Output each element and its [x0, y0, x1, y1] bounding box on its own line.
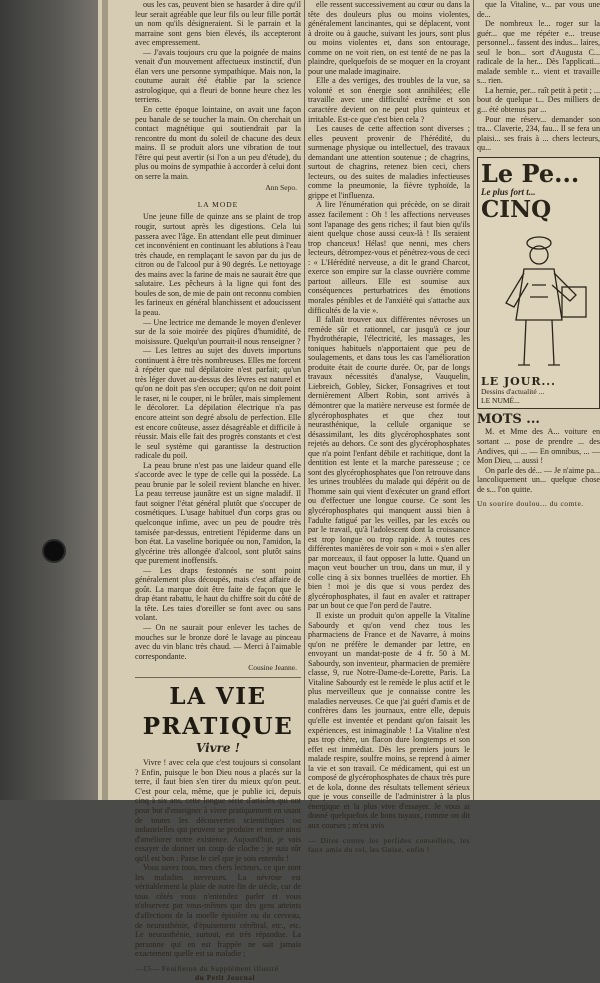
paragraph: La peau brune n'est pas une laideur quand elle s'accorde avec le type de celle qui la possède. La peau brunie par le soleil revient blanche en hiver. La peau terreuse jaunâtre est un signe maladif. Il faut soigner l'état général plutôt que s'occuper de cosmétiques. L'usage habituel d'un corps gras ou quelconque infime, avec un peu de poudre très tamisée par-dessus, entretient l'épiderme dans un bon état. La vaseline boriquée ou non, l'amidon, la glycérine très allongée d'alcool, sont plutôt sains que purement inoffensifs.: [135, 460, 301, 566]
page-footer: Un sourire doulou... du comte.: [477, 499, 584, 509]
paragraph: Les causes de cette affection sont diverses ; elles peuvent provenir de l'hérédité, du surmenage physique ou intellectuel, des travaux demandant une attention soutenue ; de chagrins, surtout de chagrins, retenez bien ceci, chers lecteurs, ou des suites de maladies infectieuses comme la pneumonie, la fièvre typhoïde, la grippe et l'influenza.: [308, 124, 470, 200]
ad-newspaper-name: LE JOUR...: [481, 375, 556, 389]
newsboy-illustration: [484, 225, 594, 375]
paragraph: Vous savez tous, mes chers lecteurs, ce que sont les maladies nerveuses. La névrose est véritablement la plaie de notre fin de siècle, car de tous côtés vous n'entendez parler et vous n'observez par vous-mêmes que des gens atteints d'affections de la moelle épinière ou du cerveau, de neurasthénie, d'épuisement cérébral, etc., etc. Le neurasthénie, surtout, est très répandue. La personne qui en est frappée ne sait jamais exactement quelle est sa maladie ;: [135, 863, 301, 959]
page-footer: — Dites contre les perfides conseillers, les faux amis du roi, les Guise, enfin !: [308, 835, 470, 855]
ad-caption: Dessins d'actualité ...: [481, 386, 545, 396]
paragraph: elle ressent successivement au cœur ou dans la tête des douleurs plus ou moins violentes, généralement lancinantes, qui se déplacent, vont à droite ou à gauche, suivant les jours, sont plus ou moins violentes et, dans son entourage, comme on ne voit rien, on est tenté de ne pas la plaindre, quelquefois de se moquer en la croyant pour une malade imaginaire.: [308, 0, 470, 76]
paragraph: ous les cas, peuvent bien se hasarder à dire qu'il leur serait agréable que leur fils ou leur fille portât un nom qu'ils désigneraient. Si le parrain et la marraine sont gens bien élevés, ils accepteront avec empressement.: [135, 0, 301, 48]
column-middle: [308, 0, 470, 855]
paragraph: On parle des dé... — Je n'aime pa... lancoliquement un... quelque chose de s... l'on quitte.: [477, 465, 600, 494]
column-left: [135, 0, 301, 983]
signature: Cousine Jeanne.: [248, 663, 297, 673]
binder-hole: [44, 541, 64, 561]
paragraph: Il fallait trouver aux différentes névroses un remède sûr et rationnel, car jusqu'à ce jour l'hydrothérapie, l'électricité, les massages, les toniques habituels n'apportaient que peu de soulagements, et dans tous les cas l'amélioration produite était de courte durée. Or, par de longs travaux nécessités d'analyse, Vauquelin, Liebreich, Gobley, Sicker, Fonsagrives et tout dernièrement Albert Robin, sont arrivés à démontrer que la matière nerveuse est formée de glycérophosphates et que chez tout neurasthénique, la cellule organique se désassimilant, les dits glycérophosphates sont rejetés au dehors. Ce sont des glycérophosphates que n'a point l'enfant débile et rachitique, dont la dentition est lente et la marche paresseuse ; ce sont des glycérophosphates que l'on retrouve dans les urines troublées du malade qui dépérit ou de l'homme sain qui vient d'exécuter un grand effort ou d'effectuer une longue course. Ce sont les glycérophosphates qui manquent aussi bien à l'adulte fatigué par les veilles, par les excès ou par le travail, qu'à l'adolescent dont la croissance est trop longue ou trop rapide. A toutes ces différentes manières de voir son « moi » s'en aller par morceaux, il faut opposer la lutte. Quand un maçon veut boucher un trou, dans un mur, il y colle cinq à six bonnes truellées de mortier. Eh bien ! moi je dis que si vous perdez des glycérophosphates, il faut en avaler et rattraper par un bout ce que l'on perd de l'autre.: [308, 315, 470, 611]
paragraph: La hernie, per... raît petit à petit ; ... bout de quelque t... Des milliers de g... été obtenus par ...: [477, 85, 600, 115]
paragraph: Vivre ! avec cela que c'est toujours si consolant ? Enfin, puisque le bon Dieu nous a placés sur la terre, il faut bien s'en tirer du mieux qu'on peut. C'est pour cela, même, que je publie ici, depuis cinq à six ans, cette longue série d'articles qui ont pour but d'enseigner à vivre pratiquement en usant de toutes les découvertes scientifiques ou industrielles qui peuvent se produire et tenter ainsi d'améliorer notre existence. Aujourd'hui, je vais essayer de donner un coup de cloche ; je suis sûr qu'il est bon : Passe le ciel que je sois entendu !: [135, 758, 301, 863]
column-right: [477, 0, 600, 509]
ad-title: Le Pe...: [481, 158, 580, 188]
ad-subtitle: Le plus fort t...: [481, 186, 536, 197]
footer-text: —15— Feuilleton du Supplément illustré: [135, 963, 279, 973]
paragraph: Pour me réserv... demander son tra... Claverie, 234, fau... Il se fera un plaisi... ses frais à ... chers lecteurs, qu...: [477, 114, 600, 153]
divider: [135, 677, 301, 678]
section-heading: MOTS ...: [477, 411, 540, 427]
advertisement: [477, 157, 600, 409]
paragraph: M. et Mme des A... voiture en sortant ... pose de prendre ... des Andives, qui ... — En omnibus, ... — Mon Dieu, ... aussi !: [477, 427, 600, 466]
paragraph: — Les lettres au sujet des duvets importuns continuent à être très nombreuses. Elles me forcent à répéter que nul dépilatoire n'est parfait; qu'un très léger duvet au-dessus des lèvres est naturel et qu'on ne doit pas s'en occuper; qu'on ne doit point le raser, ni le couper, ni le brûler, mais simplement le décolorer. La dépilation électrique n'a pas encore atteint son degré absolu de perfection. Elle est encore coûteuse, assez désagréable et difficile à réussir. Mais elle fait des progrès constants et c'est le seul système qui garantisse la destruction radicale du poil.: [135, 346, 301, 461]
paragraph: que la Vitaline, v... par vous une de...: [477, 0, 600, 19]
paragraph: — On ne saurait pour enlever les taches de mouches sur le bronze doré le lavage au pinceau avec du vin blanc très chaud. — Merci à l'aimable correspondante.: [135, 623, 301, 661]
scanner-background: [0, 0, 98, 800]
article-title: Vivre !: [195, 740, 241, 755]
column-rule: [304, 0, 305, 800]
ad-caption: LE NUMÉ...: [481, 396, 520, 406]
paragraph: A lire l'énumération qui précède, on se dirait assez facilement : Oh ! les affections nerveuses sont l'apanage des gens riches; il faut bien qu'ils aient quelque chose aussi ceux-là ! Ils seraient trop chanceux! Hélas! que nenni, mes chers lecteurs, détrompez-vous et pénétrez-vous de ceci : « L'Hérédité nerveuse, a dit le grand Charcot, exerce son empire sur la classe ouvrière comme partout ailleurs. Elle est soumise aux conséquences perturbatrices des émotions morales pénibles et de l'anxiété qui s'attache aux difficultés de la vie ».: [308, 200, 470, 315]
paragraph: Une jeune fille de quinze ans se plaint de trop rougir, surtout après les digestions. Cela lui passera avec l'âge. En attendant elle peut diminuer cet inconvénient en continuant les ablutions à l'eau très chaude, en remplaçant le savon par du jus de citron ou de l'alcool pur à 90 degrés. Le nettoyage des mains avec la farine de mais ne saurait être que salutaire. Les pêcheurs à la ligne qui font des boules de son, de mie de pain ont reconnu combien les farineux en général blanchissent et adoucissent la peau.: [135, 212, 301, 317]
paragraph: En cette époque lointaine, on avait une façon peu banale de se toucher la main. On cherchait un contact magnétique qui soutiendrait par la rencontre du mont du soleil de chacune des deux mains. Il se produit alors une vibration de tout l'être qui peut avertir (si l'on a un peu d'étude), du plus ou moins de sympathie à accorder à celui dont on serre la main.: [135, 105, 301, 181]
paragraph: — Les draps festonnés ne sont point généralement plus découpés, mais c'est affaire de goût. La marque doit être faite de façon que le drap étant rabattu, le haut du chiffre soit du côté de la tête. Les taies d'oreiller se font avec ou sans volant.: [135, 565, 301, 623]
page-title: LA VIE PRATIQUE: [142, 682, 294, 740]
section-heading: LA MODE: [197, 199, 239, 209]
signature: Ann Sepo.: [265, 183, 297, 193]
column-rule: [473, 0, 474, 800]
footer-publication: du Petit Journal: [195, 973, 256, 983]
page-footer: [135, 964, 301, 983]
binding-strip: [102, 0, 108, 800]
paragraph: — Une lectrice me demande le moyen d'enlever sur de la soie moirée des piqûres d'humidité, de moisissure. Quelqu'un pourrait-il nous renseigner ?: [135, 317, 301, 346]
ad-price: CINQ: [481, 196, 552, 224]
paragraph: — J'avais toujours cru que la poignée de mains venait d'un mouvement affectueux instinctif, d'un élan vers une personne sympathique. Mais non, la coutume aurait été établie par la science astrologique, qui a fleuri de bonne heure chez les terriens.: [135, 47, 301, 105]
paragraph: Il existe un produit qu'on appelle la Vitaline Sabourdy et qu'on vend chez tous les pharmaciens de France et de Navarre, à moins qu'on ne préfère le demander par lettre, en envoyant un mandat-poste de 4 fr. 50 à M. Sabourdy, son inventeur, pharmacien de première classe, 9, rue Notre-Dame-de-Lorette, Paris. La Vitaline Sabourdy est le remède le plus actif et le plus merveilleux que je connaisse contre les maladies nerveuses. Ce que j'ai guéri d'amis et de confrères dans les journaux, entre elle, depuis qu'elle est inventée et pendant qu'on faisait les expériences, est inimaginable ! La Vitaline n'est pas trop chère, un flacon dure longtemps et son effet est immédiat. Dès les premiers jours le malade respire, soulfre moins, se reprend à aimer la vie et son travail. Ce médicament, qui est un composé de glycérophosphates de chaux très pure et de kola, donne des résultats tellement sérieux que je vous conseille de l'administrer à la plus énergique et la plus vive d'essayer. Je vous ai donné quelquefois de bons tuyaux, comme on dit aux courses ; m'est avis: [308, 611, 470, 831]
paragraph: De nombreux le... roger sur la guér... que me répéter e... treuse personnel... fassent des indus... laires, seul le bon... sort d'Augusta C... radicale de la her... Dès l'applicati... malade semble r... vient et travaille s... rien.: [477, 19, 600, 86]
paragraph: Elle a des vertiges, des troubles de la vue, sa volonté et son énergie sont annihilées; elle travaille avec une difficulté extrême et son caractère devient on ne peut plus quinteux et irritable. Est-ce que c'est bien cela ?: [308, 76, 470, 124]
